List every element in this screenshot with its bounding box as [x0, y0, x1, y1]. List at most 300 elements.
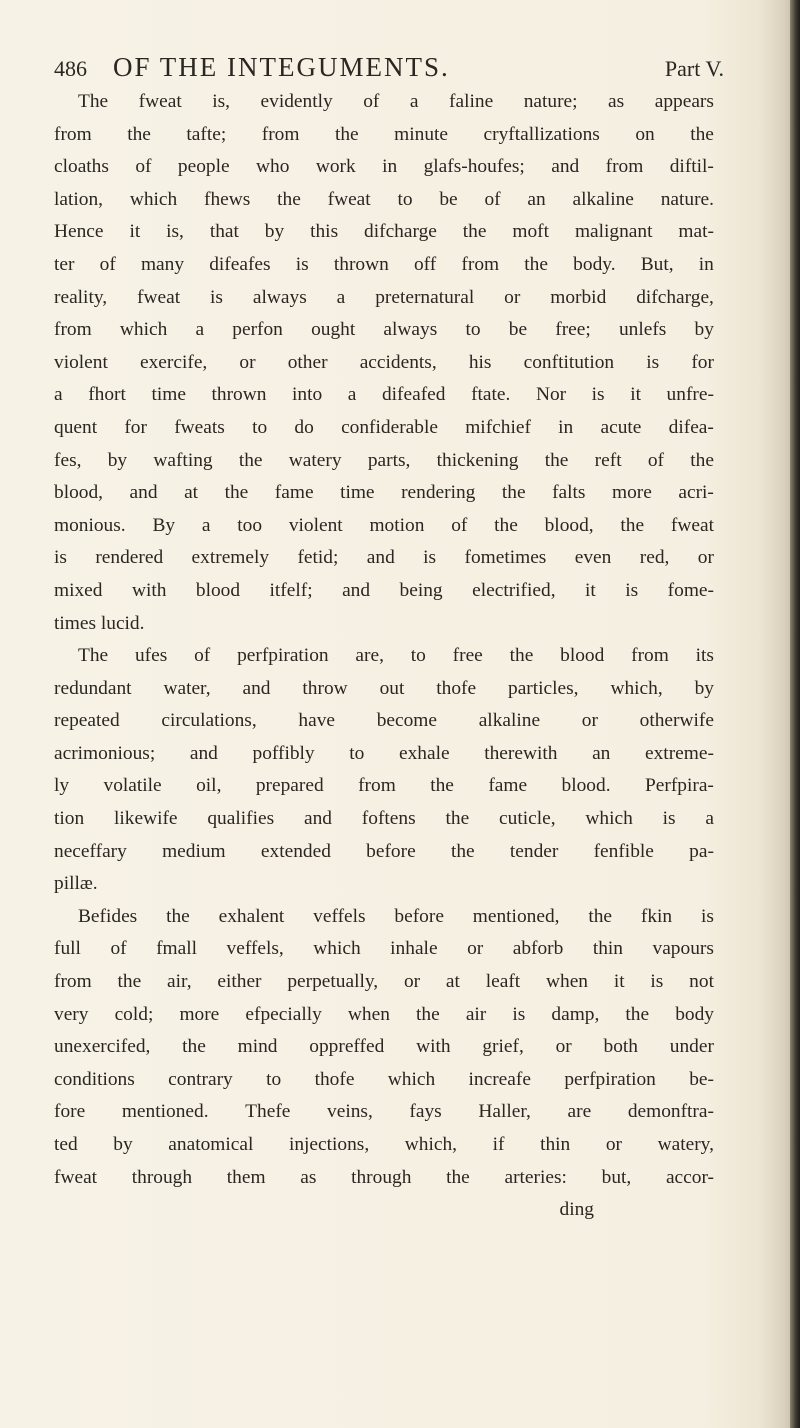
word: likewife	[114, 808, 178, 830]
word: Hence	[54, 221, 104, 243]
word: it	[585, 579, 596, 601]
word: the	[430, 775, 454, 797]
word: difeafed	[381, 384, 446, 406]
word: ter	[54, 253, 75, 275]
word: work	[315, 156, 356, 178]
word: the	[224, 482, 249, 504]
word: is	[662, 808, 676, 830]
word: vapours	[652, 938, 714, 960]
word: unfre-	[666, 384, 714, 406]
word: ufes	[134, 645, 168, 667]
word: as	[608, 91, 625, 112]
word: in	[558, 416, 574, 438]
page-edge-shadow	[790, 0, 800, 1428]
word: thickening	[436, 449, 519, 471]
word: by	[113, 1134, 133, 1155]
page-header	[54, 52, 724, 83]
word: is	[423, 547, 437, 569]
word: air	[465, 1003, 487, 1025]
word: perpetually,	[287, 971, 379, 993]
word: with	[131, 579, 167, 601]
text-line	[54, 477, 714, 510]
text-line	[54, 1129, 714, 1162]
word: being	[399, 579, 443, 601]
word: be-	[689, 1068, 714, 1090]
word: this	[310, 221, 339, 243]
word: free;	[555, 319, 591, 341]
word: moft	[512, 221, 550, 243]
word: the	[625, 1003, 650, 1025]
word: the	[446, 1166, 470, 1188]
word: wafting	[153, 449, 213, 471]
word: the	[462, 221, 487, 243]
word: a	[54, 384, 63, 406]
word: and	[242, 677, 271, 699]
word: Haller,	[478, 1101, 531, 1123]
word: by	[694, 319, 714, 341]
word: and	[303, 808, 332, 830]
word: the	[690, 123, 714, 145]
word: and	[189, 742, 218, 764]
word: that	[209, 221, 239, 243]
word: violent	[288, 514, 343, 536]
word: for	[124, 416, 147, 438]
word: from	[461, 253, 500, 275]
word: demonftra-	[627, 1101, 714, 1123]
word: falts	[552, 482, 586, 504]
word: both	[603, 1036, 638, 1058]
word: mixed	[54, 579, 103, 601]
text-line	[54, 966, 714, 999]
word: fmall	[156, 938, 198, 960]
word: particles,	[508, 677, 579, 699]
word: rendering	[401, 482, 476, 504]
word: lation,	[54, 188, 104, 210]
word: either	[217, 971, 262, 993]
word: fweat	[137, 286, 181, 308]
text-line	[54, 933, 714, 966]
word: motion	[369, 514, 425, 536]
word: thrown	[333, 253, 389, 275]
word: it	[129, 221, 141, 243]
word: blood,	[54, 482, 104, 504]
word: accor-	[665, 1166, 714, 1188]
text-line	[54, 282, 714, 315]
word: are,	[355, 645, 384, 667]
word: a	[705, 808, 714, 830]
word: the	[524, 253, 548, 275]
word: mentioned,	[472, 905, 560, 927]
word: time	[340, 482, 375, 504]
word: a	[201, 514, 211, 536]
word: abforb	[512, 938, 564, 960]
word: at	[184, 482, 199, 504]
word: unlefs	[618, 319, 667, 341]
word: body	[675, 1003, 714, 1025]
word: before	[394, 905, 444, 927]
word: blood,	[544, 514, 594, 536]
word: pa-	[689, 840, 714, 862]
word: parts,	[367, 449, 411, 471]
word: in	[698, 253, 714, 275]
word: a	[409, 91, 419, 112]
word: veffels	[313, 905, 366, 927]
word: be	[508, 319, 528, 341]
word: of	[99, 253, 116, 275]
word: by	[264, 221, 285, 243]
word: the	[445, 808, 470, 830]
word: from	[261, 123, 300, 145]
word: which,	[610, 677, 663, 699]
word: nature;	[523, 91, 578, 112]
text-line	[54, 705, 714, 738]
word: thofe	[314, 1068, 355, 1090]
word: off	[413, 253, 437, 275]
word: violent	[54, 351, 108, 373]
text-line	[54, 379, 714, 412]
word: and	[551, 156, 580, 178]
word: to	[266, 1068, 282, 1090]
word: tafte;	[186, 123, 227, 145]
word: have	[298, 710, 335, 732]
word: redundant	[54, 677, 132, 699]
word: of	[363, 91, 380, 112]
word: itfelf;	[269, 579, 313, 601]
word: oil,	[196, 775, 222, 797]
word: fame	[488, 775, 528, 797]
word: blood.	[561, 775, 611, 797]
word: which	[313, 938, 361, 960]
word: veffels,	[226, 938, 284, 960]
word: damp,	[551, 1003, 600, 1025]
word: difeafes	[209, 253, 271, 275]
word: repeated	[54, 710, 120, 732]
word: conditions	[54, 1068, 135, 1090]
word: poffibly	[252, 742, 315, 764]
word: other	[287, 351, 328, 373]
word: confiderable	[341, 416, 438, 438]
word: extended	[260, 840, 331, 862]
word: many	[140, 253, 185, 275]
word: to	[349, 742, 365, 764]
word: extreme-	[645, 742, 714, 764]
word: medium	[162, 840, 226, 862]
word: acute	[600, 416, 642, 438]
word: the	[494, 514, 518, 536]
word: which	[387, 1068, 436, 1090]
word: anatomical	[168, 1134, 254, 1155]
word: from	[631, 645, 669, 667]
word: the	[501, 482, 526, 504]
word: minute	[394, 123, 449, 145]
word: is	[512, 1003, 526, 1025]
word: through	[131, 1166, 193, 1188]
word: the	[544, 449, 569, 471]
word: alkaline	[478, 710, 541, 732]
word: rendered	[95, 547, 164, 569]
word: full	[54, 938, 81, 960]
word: reft	[594, 449, 622, 471]
word: monious.	[54, 514, 126, 536]
word: as	[300, 1166, 317, 1188]
word: faline	[449, 91, 494, 112]
word: is	[295, 253, 309, 275]
word: become	[376, 710, 437, 732]
word: are	[567, 1101, 592, 1123]
word: qualifies	[207, 808, 275, 830]
word: or	[605, 1134, 622, 1155]
word: fweat	[138, 91, 182, 112]
word: Perfpira-	[644, 775, 714, 797]
word: evidently	[260, 91, 333, 112]
word: mind	[237, 1036, 278, 1058]
word: be	[439, 188, 458, 210]
word: air,	[167, 971, 192, 993]
word: is	[625, 579, 639, 601]
word: quent	[54, 416, 98, 438]
word: it	[613, 971, 625, 993]
word: watery,	[657, 1134, 714, 1155]
word: people	[177, 156, 230, 178]
word: into	[292, 384, 323, 406]
text-line	[54, 445, 714, 478]
running-title: OF THE INTEGUMENTS.	[113, 52, 450, 82]
word: before	[366, 840, 416, 862]
word: even	[574, 547, 612, 569]
word: by	[107, 449, 128, 471]
word: or	[581, 710, 598, 732]
word: an	[527, 188, 546, 210]
word: extremely	[191, 547, 270, 569]
word: which	[129, 188, 178, 210]
word: throw	[302, 677, 348, 699]
word: thin	[540, 1134, 571, 1155]
word: thin	[592, 938, 623, 960]
word: is	[650, 971, 664, 993]
word: the	[238, 449, 263, 471]
word: Befides	[78, 905, 138, 927]
word: fenfible	[593, 840, 654, 862]
word: fhort	[88, 384, 126, 406]
word: of	[484, 188, 501, 210]
word: mentioned.	[121, 1101, 209, 1123]
word: fkin	[640, 905, 673, 927]
word: time	[151, 384, 186, 406]
word: difcharge,	[636, 286, 714, 308]
word: which,	[404, 1134, 458, 1155]
word: The	[78, 645, 109, 667]
word: fame	[274, 482, 314, 504]
word: grief,	[482, 1036, 524, 1058]
word: for	[691, 351, 714, 373]
word: body.	[573, 253, 616, 275]
word: foftens	[361, 808, 416, 830]
word: Thefe	[245, 1101, 291, 1123]
page-number: 486	[54, 56, 87, 81]
text-line: pillæ.	[54, 873, 98, 895]
word: is,	[212, 91, 231, 112]
word: exercife,	[140, 351, 208, 373]
word: or	[403, 971, 421, 993]
word: ted	[54, 1134, 78, 1155]
word: to	[465, 319, 481, 341]
text-line	[54, 86, 714, 119]
word: in	[382, 156, 398, 178]
word: efpecially	[245, 1003, 322, 1025]
text-line	[54, 347, 714, 380]
word: watery	[288, 449, 342, 471]
word: reality,	[54, 286, 108, 308]
word: inhale	[390, 938, 438, 960]
word: the	[334, 123, 359, 145]
word: conftitution	[523, 351, 615, 373]
text-line: ding	[559, 1199, 594, 1221]
part-label: Part V.	[664, 56, 724, 81]
text-line	[54, 1031, 714, 1064]
text-line	[54, 216, 714, 249]
word: electrified,	[472, 579, 556, 601]
text-line	[54, 999, 714, 1032]
word: more	[612, 482, 652, 504]
word: to	[397, 188, 413, 210]
word: prepared	[255, 775, 324, 797]
word: too	[237, 514, 263, 536]
text-line	[54, 738, 714, 771]
word: always	[383, 319, 438, 341]
word: fometimes	[464, 547, 547, 569]
word: and	[366, 547, 395, 569]
word: fweat	[670, 514, 714, 536]
word: volatile	[103, 775, 162, 797]
word: the	[117, 971, 142, 993]
word: blood	[560, 645, 605, 667]
word: the	[277, 188, 301, 210]
word: ly	[54, 775, 70, 797]
word: and	[342, 579, 371, 601]
word: ought	[311, 319, 356, 341]
word: cuticle,	[499, 808, 556, 830]
word: it	[630, 384, 641, 406]
word: cold;	[114, 1003, 154, 1025]
word: of	[110, 938, 127, 960]
text-line	[54, 640, 714, 673]
word: morbid	[550, 286, 607, 308]
word: with	[416, 1036, 451, 1058]
text-line	[54, 510, 714, 543]
word: a	[336, 286, 346, 308]
word: under	[669, 1036, 714, 1058]
word: fore	[54, 1101, 86, 1123]
text-line	[54, 542, 714, 575]
text-line	[54, 836, 714, 869]
word: always	[252, 286, 307, 308]
text-line	[54, 770, 714, 803]
word: his	[468, 351, 492, 373]
word: leaft	[485, 971, 521, 993]
word: on	[635, 123, 655, 145]
word: fweats	[174, 416, 225, 438]
word: of	[647, 449, 664, 471]
word: the	[127, 123, 151, 145]
word: the	[509, 645, 534, 667]
word: perfpiration	[237, 645, 329, 667]
word: out	[379, 677, 405, 699]
word: diftil-	[669, 156, 714, 178]
word: fetid;	[297, 547, 339, 569]
word: the	[620, 514, 645, 536]
word: fome-	[667, 579, 714, 601]
text-line	[54, 151, 714, 184]
word: the	[182, 1036, 206, 1058]
text-line	[54, 249, 714, 282]
word: The	[78, 91, 109, 112]
body-text	[54, 86, 714, 1227]
word: of	[135, 156, 152, 178]
word: its	[695, 645, 714, 667]
word: an	[592, 742, 611, 764]
word: the	[588, 905, 613, 927]
word: from	[358, 775, 396, 797]
word: nature.	[660, 188, 714, 210]
word: injections,	[288, 1134, 370, 1155]
word: acri-	[678, 482, 714, 504]
word: malignant	[574, 221, 653, 243]
word: the	[450, 840, 475, 862]
word: increafe	[468, 1068, 531, 1090]
word: if	[492, 1134, 505, 1155]
word: the	[416, 1003, 440, 1025]
text-line: times lucid.	[54, 612, 145, 634]
word: free	[452, 645, 483, 667]
word: a	[347, 384, 357, 406]
text-line	[54, 575, 714, 608]
word: accidents,	[359, 351, 437, 373]
word: at	[445, 971, 460, 993]
word: from	[54, 319, 92, 341]
word: which	[119, 319, 168, 341]
word: contrary	[168, 1068, 233, 1090]
text-line	[54, 184, 714, 217]
word: of	[451, 514, 468, 536]
text-line	[54, 1096, 714, 1129]
word: them	[226, 1166, 266, 1188]
text-line	[54, 119, 714, 152]
text-line	[54, 412, 714, 445]
word: blood	[195, 579, 241, 601]
word: exhalent	[218, 905, 285, 927]
word: but,	[601, 1166, 632, 1188]
word: to	[252, 416, 268, 438]
word: fes,	[54, 449, 82, 471]
text-line	[54, 1162, 714, 1195]
word: is	[54, 547, 67, 569]
word: tender	[509, 840, 559, 862]
word: perfon	[232, 319, 283, 341]
word: or	[239, 351, 256, 373]
word: fweat	[54, 1166, 98, 1188]
word: thrown	[211, 384, 267, 406]
word: difea-	[668, 416, 714, 438]
word: and	[129, 482, 158, 504]
word: very	[54, 1003, 89, 1025]
word: water,	[163, 677, 211, 699]
word: neceffary	[54, 840, 127, 862]
word: is	[646, 351, 660, 373]
word: who	[256, 156, 290, 178]
word: tion	[54, 808, 85, 830]
word: mifchief	[465, 416, 531, 438]
word: the	[166, 905, 190, 927]
